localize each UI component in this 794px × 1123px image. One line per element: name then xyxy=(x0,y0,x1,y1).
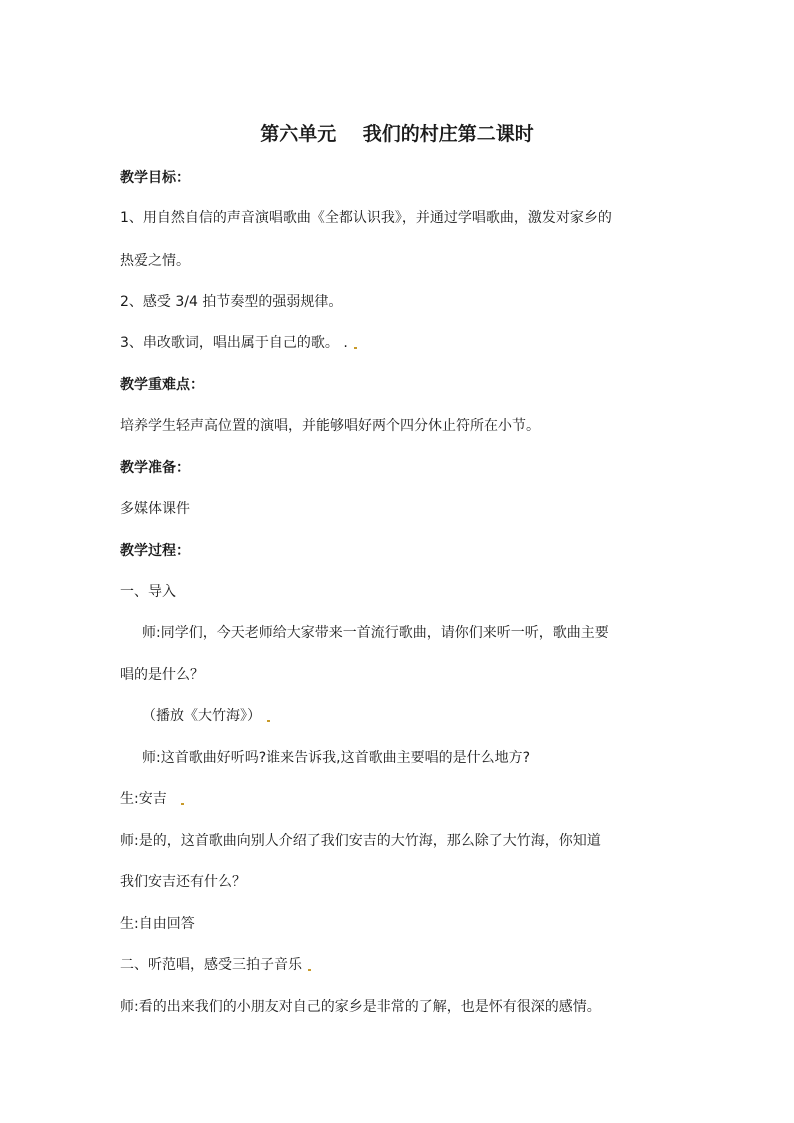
student-line-1-text: 生:安吉 xyxy=(120,791,167,807)
teacher-line-3-cont: 我们安吉还有什么？ xyxy=(120,874,246,890)
play-song-line xyxy=(142,706,702,726)
goal-3-text: 3、串改歌词，唱出属于自己的歌。 . xyxy=(120,335,348,351)
teacher-line-4: 师:看的出来我们的小朋友对自己的家乡是非常的了解，也是怀有很深的感情。 xyxy=(120,999,601,1015)
edit-mark xyxy=(308,969,311,971)
section-2-heading-text: 二、听范唱，感受三拍子音乐 xyxy=(120,957,302,973)
student-line-1 xyxy=(120,789,680,809)
goal-1-line-1: 1、用自然自信的声音演唱歌曲《全都认识我》，并通过学唱歌曲，激发对家乡的 xyxy=(120,210,612,226)
preparation-text: 多媒体课件 xyxy=(120,501,190,517)
student-line-2: 生:自由回答 xyxy=(120,916,195,932)
heading-key-difficulties: 教学重难点： xyxy=(120,377,204,393)
teacher-line-1-cont: 唱的是什么？ xyxy=(120,667,204,683)
heading-teaching-goals: 教学目标： xyxy=(120,170,190,186)
teacher-line-3: 师:是的，这首歌曲向别人介绍了我们安吉的大竹海，那么除了大竹海，你知道 xyxy=(120,833,601,849)
heading-preparation: 教学准备： xyxy=(120,460,190,476)
edit-mark xyxy=(354,347,357,349)
goal-2: 2、感受 3/4 拍节奏型的强弱规律。 xyxy=(120,294,343,310)
play-song-text: （播放《大竹海》） xyxy=(142,708,261,724)
teacher-line-1: 师:同学们，今天老师给大家带来一首流行歌曲，请你们来听一听，歌曲主要 xyxy=(142,625,609,641)
heading-process: 教学过程： xyxy=(120,543,190,559)
section-2-heading xyxy=(120,955,680,975)
edit-mark xyxy=(267,720,270,722)
goal-3 xyxy=(120,333,680,353)
section-1-heading: 一、导入 xyxy=(120,584,176,600)
edit-mark xyxy=(181,803,184,805)
goal-1-line-2: 热爱之情。 xyxy=(120,253,190,269)
key-difficulty-text: 培养学生轻声高位置的演唱，并能够唱好两个四分休止符所在小节。 xyxy=(120,418,540,434)
teacher-line-2: 师:这首歌曲好听吗?谁来告诉我,这首歌曲主要唱的是什么地方? xyxy=(142,750,531,766)
document-title: 第六单元 我们的村庄第二课时 xyxy=(260,123,534,145)
